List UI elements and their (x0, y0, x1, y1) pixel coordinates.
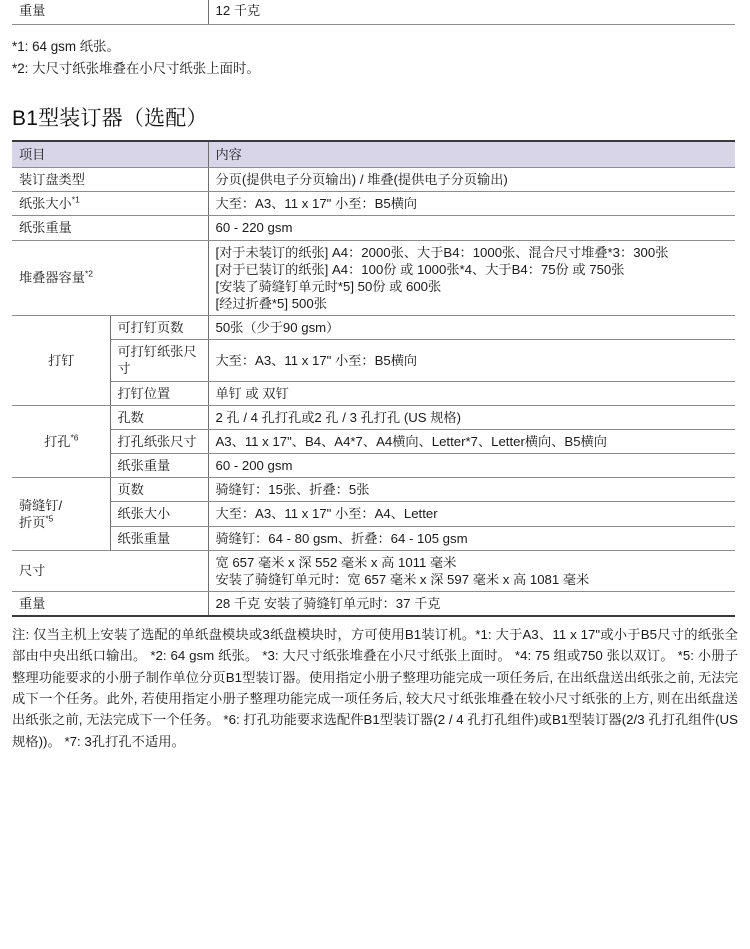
footnote-marker: *1 (71, 194, 80, 205)
table-row (12, 381, 735, 405)
table-row (12, 550, 735, 591)
row-item-label: 纸张重量 (12, 216, 208, 240)
table-row (12, 429, 735, 453)
b1-finisher-spec-table (12, 140, 735, 618)
group-label-staple: 打钉 (12, 316, 110, 406)
table-row (12, 454, 735, 478)
subrow-content: 60 - 200 gsm (208, 454, 735, 478)
table-row (12, 526, 735, 550)
footnote-marker: *2 (84, 268, 93, 279)
subrow-label: 纸张大小 (110, 502, 208, 526)
table-row (12, 0, 735, 25)
row-item-label: 尺寸 (12, 550, 208, 591)
row-content-value: 60 - 220 gsm (208, 216, 735, 240)
row-content-value: 分页(提供电子分页输出) / 堆叠(提供电子分页输出) (208, 168, 735, 192)
row-item-label: 重量 (12, 592, 208, 617)
footnote-1: *1: 64 gsm 纸张。 (12, 39, 120, 55)
table-row (12, 216, 735, 240)
table-row (12, 502, 735, 526)
footnote-marker: *6 (70, 432, 79, 443)
footnote-marker: *5 (45, 513, 54, 524)
row-content-value: 大至：A3、11 x 17" 小至：B5横向 (208, 192, 735, 216)
table-row (12, 192, 735, 216)
subrow-content: 50张（少于90 gsm） (208, 316, 735, 340)
table-row (12, 340, 735, 381)
top-footnotes (12, 36, 750, 79)
group-label-text: 打孔 (44, 433, 71, 449)
table-row (12, 478, 735, 502)
subrow-label: 纸张重量 (110, 526, 208, 550)
subrow-label: 可打钉页数 (110, 316, 208, 340)
content-line: [对于已装订的纸张] A4：100份 或 1000张*4、大于B4：75份 或 750张 (215, 261, 625, 277)
subrow-label: 页数 (110, 478, 208, 502)
table-row (12, 168, 735, 192)
subrow-content: 单钉 或 双钉 (208, 381, 735, 405)
group-label-saddlestitch (12, 478, 110, 550)
content-line: 宽 657 毫米 x 深 552 毫米 x 高 1011 毫米 (215, 554, 457, 570)
group-label-text: 折页 (19, 514, 46, 530)
page-title: B1型装订器（选配） (12, 106, 208, 130)
group-label-line1: 骑缝钉/ (19, 497, 63, 513)
row-content-value (208, 550, 735, 591)
content-line: 安装了骑缝钉单元时：宽 657 毫米 x 深 597 毫米 x 高 1081 毫米 (215, 571, 590, 587)
subrow-content: 大至：A3、11 x 17" 小至：B5横向 (208, 340, 735, 381)
row-content-value: 12 千克 (208, 0, 735, 25)
column-header-content: 内容 (208, 141, 735, 168)
table-row (12, 592, 735, 617)
group-label-line2 (19, 514, 104, 531)
row-item-label: 装订盘类型 (12, 168, 208, 192)
subrow-label: 打孔纸张尺寸 (110, 429, 208, 453)
subrow-content: 大至：A3、11 x 17" 小至：A4、Letter (208, 502, 735, 526)
subrow-label: 纸张重量 (110, 454, 208, 478)
weight-continuation-table (12, 0, 735, 25)
subrow-content: A3、11 x 17"、B4、A4*7、A4横向、Letter*7、Letter横向、B5横向 (208, 429, 735, 453)
table-header-row (12, 141, 735, 168)
subrow-content: 骑缝钉：15张、折叠：5张 (208, 478, 735, 502)
row-item-label (12, 192, 208, 216)
footnote-2: *2: 大尺寸纸张堆叠在小尺寸纸张上面时。 (12, 60, 260, 76)
row-content-value (208, 240, 735, 316)
column-header-item: 项目 (12, 141, 208, 168)
group-label-punch (12, 405, 110, 477)
subrow-label: 孔数 (110, 405, 208, 429)
subrow-label: 可打钉纸张尺寸 (110, 340, 208, 381)
content-line: [经过折叠*5] 500张 (215, 296, 327, 311)
row-item-text: 纸张大小 (19, 196, 72, 212)
row-item-label: 重量 (12, 0, 208, 25)
content-line: [对于未装订的纸张] A4：2000张、大于B4：1000张、混合尺寸堆叠*3：300张 (215, 244, 669, 260)
content-line: [安装了骑缝钉单元时*5] 50份 或 600张 (215, 278, 442, 294)
row-item-label (12, 240, 208, 316)
bottom-footnotes: 注: 仅当主机上安装了选配的单纸盘模块或3纸盘模块时，方可使用B1装订机。*1: 大于A3、11 x 17"或小于B5尺寸的纸张全部由中央出纸口输出。 *2: 64 gsm 纸张。 *3: 大尺寸纸张堆叠在小尺寸纸张上面时。 *4: 75 组或750 张以双订。 *5: 小册子整理功能要求的小册子制作单位分页B1型装订器。使用指定小册子整理功能完成一项任务后, 在出纸盘送出纸张之前, 无法完成下一个任务。此外, 若使用指定小册子整理功能完成一项任务后, 较大尺寸纸张堆叠在较小尺寸纸张的上方, 则在出纸盘送出纸张之前, 无法完成下一个任务。 *6: 打孔功能要求选配件B1型装订器(2 / 4 孔打孔组件)或B1型装订器(2/3 孔打孔组件(US 规格))。 *7: 3孔打孔不适用。 (12, 627, 738, 749)
row-content-value: 28 千克 安装了骑缝钉单元时：37 千克 (208, 592, 735, 617)
subrow-content: 2 孔 / 4 孔打孔或2 孔 / 3 孔打孔 (US 规格) (208, 405, 735, 429)
table-row (12, 316, 735, 340)
subrow-content: 骑缝钉：64 - 80 gsm、折叠：64 - 105 gsm (208, 526, 735, 550)
subrow-label: 打钉位置 (110, 381, 208, 405)
table-row (12, 240, 735, 316)
table-row (12, 405, 735, 429)
row-item-text: 堆叠器容量 (19, 270, 85, 286)
